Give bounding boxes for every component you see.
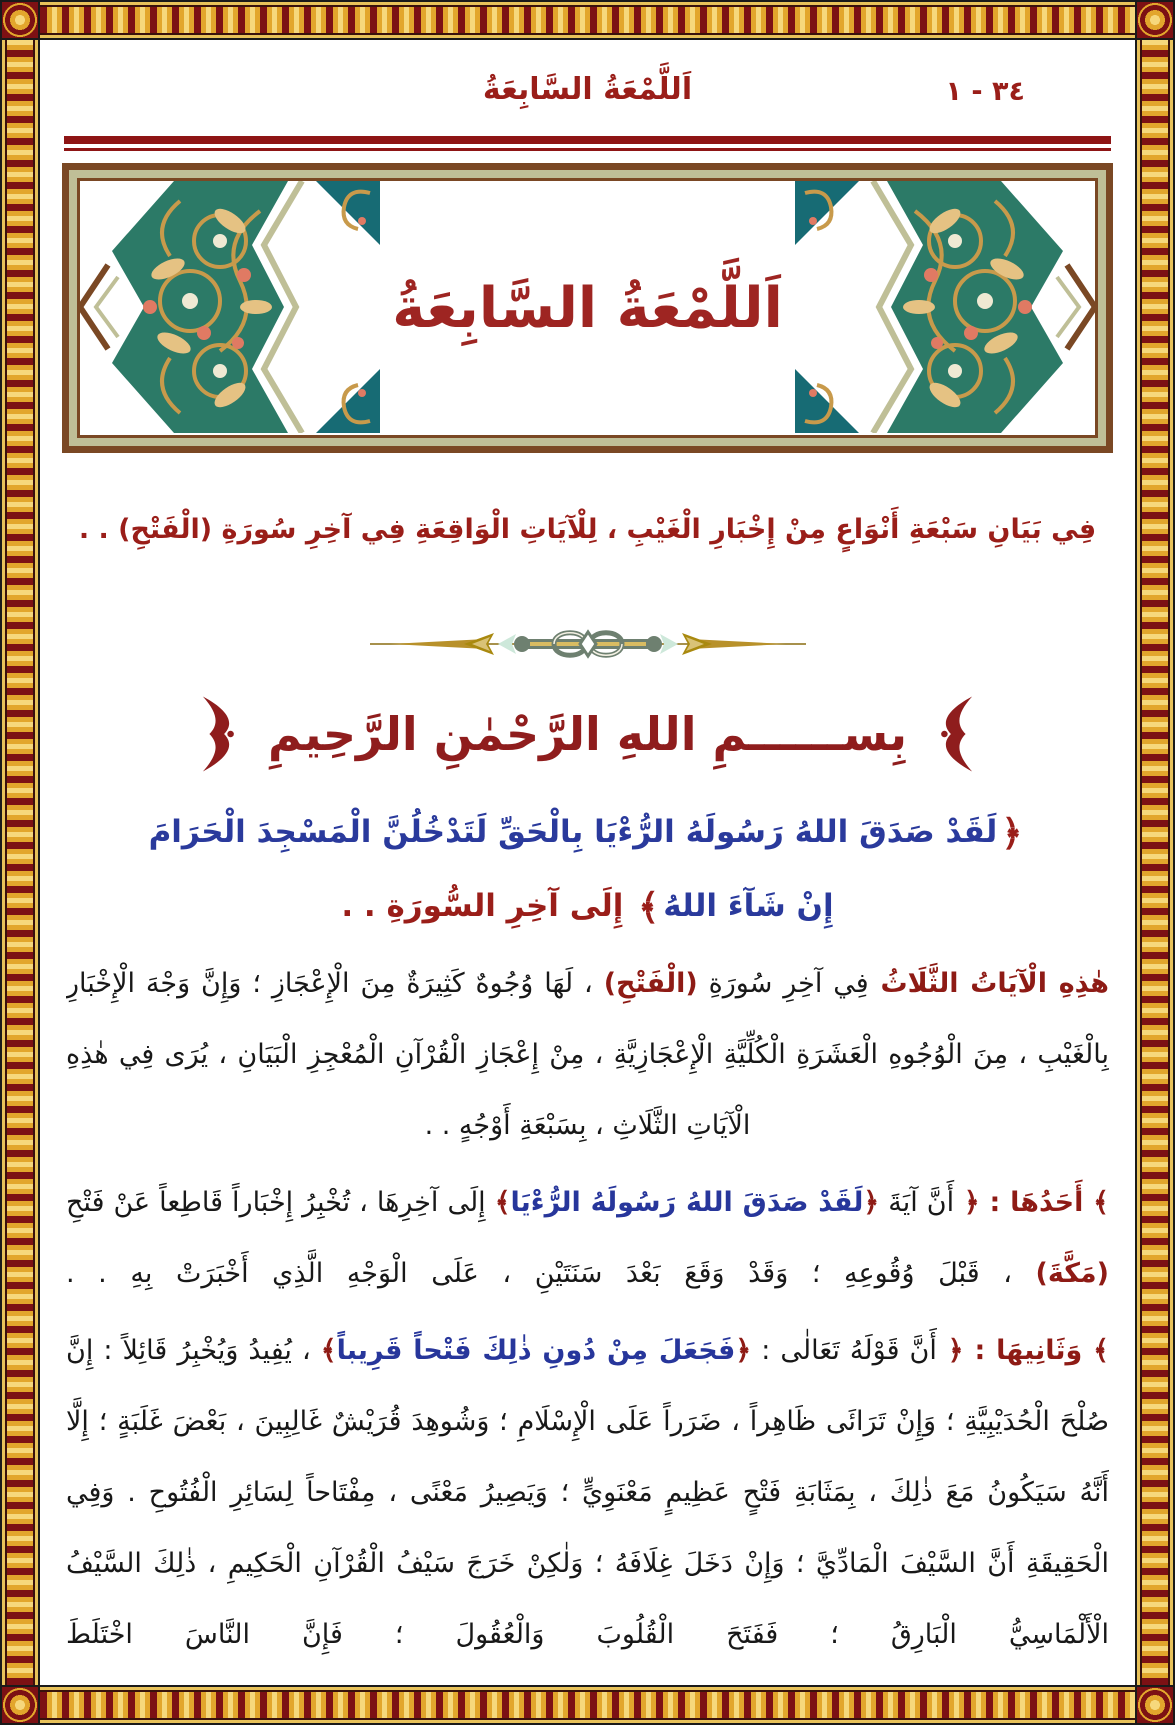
verse-line xyxy=(54,796,1121,870)
section-divider xyxy=(368,626,808,666)
paragraph: ﴾ أَحَدُهَا : ﴿ أَنَّ آيَةَ ﴿لَقَدْ صَدَقَ اللهُ رَسُولَهُ الرُّءْيَا﴾ إِلَى آخِرِهَا ، تُخْبِرُ إِخْبَاراً قَاطِعاً عَنْ فَتْحِ (مَكَّةَ) ، قَبْلَ وُقُوعِهِ ؛ وَقَدْ وَقَعَ بَعْدَ سَنَتَيْنِ ، عَلَى الْوَجْهِ الَّذِي أَخْبَرَتْ بِهِ . . xyxy=(66,1187,1109,1289)
running-head xyxy=(40,72,1135,124)
chapter-title: اَللَّمْعَةُ السَّابِعَةُ xyxy=(392,275,783,341)
rule-thick xyxy=(64,136,1111,144)
quran-verse xyxy=(54,796,1121,944)
ornate-bracket-open-icon: ﴿ xyxy=(1001,813,1023,854)
border-corner-rosette-icon xyxy=(0,0,40,40)
chapter-subtitle: فِي بَيَانِ سَبْعَةِ أَنْوَاعٍ مِنْ إِخْبَارِ الْغَيْبِ ، لِلْآيَاتِ الْوَاقِعَةِ فِي آخِرِ سُورَةِ (الْفَتْحِ) . . xyxy=(78,514,1097,545)
border-frame-top xyxy=(0,0,1175,40)
bismillah-text: بِســــــمِ اللهِ الرَّحْمٰنِ الرَّحِيمِ xyxy=(268,707,907,761)
page-content xyxy=(40,40,1135,1685)
border-corner-rosette-icon xyxy=(1135,1685,1175,1725)
bismillah-flourish-icon xyxy=(933,688,977,780)
ornate-bracket-close-icon: ﴾ xyxy=(638,887,660,928)
arabesque-ornament-icon xyxy=(795,181,1095,433)
page-number: ٣٤ - ١ xyxy=(945,76,1025,107)
verse-text: إِنْ شَآءَ اللهُ xyxy=(663,888,834,924)
border-frame-left xyxy=(0,0,40,1725)
arabesque-ornament-icon xyxy=(80,181,380,433)
paragraph: هٰذِهِ الْآيَاتُ الثَّلَاثُ فِي آخِرِ سُورَةِ (الْفَتْحِ) ، لَهَا وُجُوهٌ كَثِيرَةٌ مِنَ الْإِعْجَازِ ؛ وَإِنَّ وَجْهَ الْإِخْبَارِ بِالْغَيْبِ ، مِنَ الْوُجُوهِ الْعَشَرَةِ الْكُلِّيَّةِ الْإِعْجَازِيَّةِ ، مِنْ إِعْجَازِ الْقُرْآنِ الْمُعْجِزِ الْبَيَانِ ، يُرَى فِي هٰذِهِ الْآيَاتِ الثَّلَاثِ ، بِسَبْعَةِ أَوْجُهٍ . . xyxy=(66,968,1109,1141)
rule-thin xyxy=(64,148,1111,151)
bismillah-flourish-icon xyxy=(198,688,242,780)
border-corner-rosette-icon xyxy=(1135,0,1175,40)
border-corner-rosette-icon xyxy=(0,1685,40,1725)
verse-line xyxy=(54,870,1121,944)
bismillah xyxy=(40,684,1135,784)
verse-tail: إِلَى آخِرِ السُّورَةِ . . xyxy=(341,888,635,924)
page-title: اَللَّمْعَةُ السَّابِعَةُ xyxy=(482,72,693,107)
ornamental-title-panel xyxy=(62,163,1113,453)
header-rule xyxy=(64,136,1111,151)
panel-inner xyxy=(77,178,1098,438)
paragraph: ﴾ وَثَانِيهَا : ﴿ أَنَّ قَوْلَهُ تَعَالٰى : ﴿فَجَعَلَ مِنْ دُونِ ذٰلِكَ فَتْحاً قَرِيباً﴾ ، يُفِيدُ وَيُخْبِرُ قَائِلاً : إِنَّ صُلْحَ الْحُدَيْبِيَّةِ ؛ وَإِنْ تَرَائَى ظَاهِراً ، ضَرَراً عَلَى الْإِسْلَامِ ؛ وَشُوهِدَ قُرَيْشٌ غَالِبِينَ ، بَعْضَ غَلَبَةٍ ؛ إِلَّا أَنَّهُ سَيَكُونُ مَعَ ذٰلِكَ ، بِمَثَابَةِ فَتْحٍ عَظِيمٍ مَعْنَوِيٍّ ؛ وَيَصِيرُ مَعْنًى ، مِفْتَاحاً لِسَائِرِ الْفُتُوحِ . وَفِي الْحَقِيقَةِ أَنَّ السَّيْفَ الْمَادِّيَّ ؛ وَإِنْ دَخَلَ غِلَافَهُ ؛ وَلٰكِنْ خَرَجَ سَيْفُ الْقُرْآنِ الْحَكِيمِ ، ذٰلِكَ السَّيْفُ الْأَلْمَاسِيُّ الْبَارِقُ ؛ فَفَتَحَ الْقُلُوبَ وَالْعُقُولَ ؛ فَإِنَّ النَّاسَ اخْتَلَطَ xyxy=(66,1335,1109,1650)
verse-text: لَقَدْ صَدَقَ اللهُ رَسُولَهُ الرُّءْيَا بِالْحَقِّ لَتَدْخُلُنَّ الْمَسْجِدَ الْحَرَامَ xyxy=(148,814,998,850)
body-text xyxy=(66,948,1109,1683)
divider-ornament-icon xyxy=(368,626,808,662)
border-frame-bottom xyxy=(0,1685,1175,1725)
border-frame-right xyxy=(1135,0,1175,1725)
